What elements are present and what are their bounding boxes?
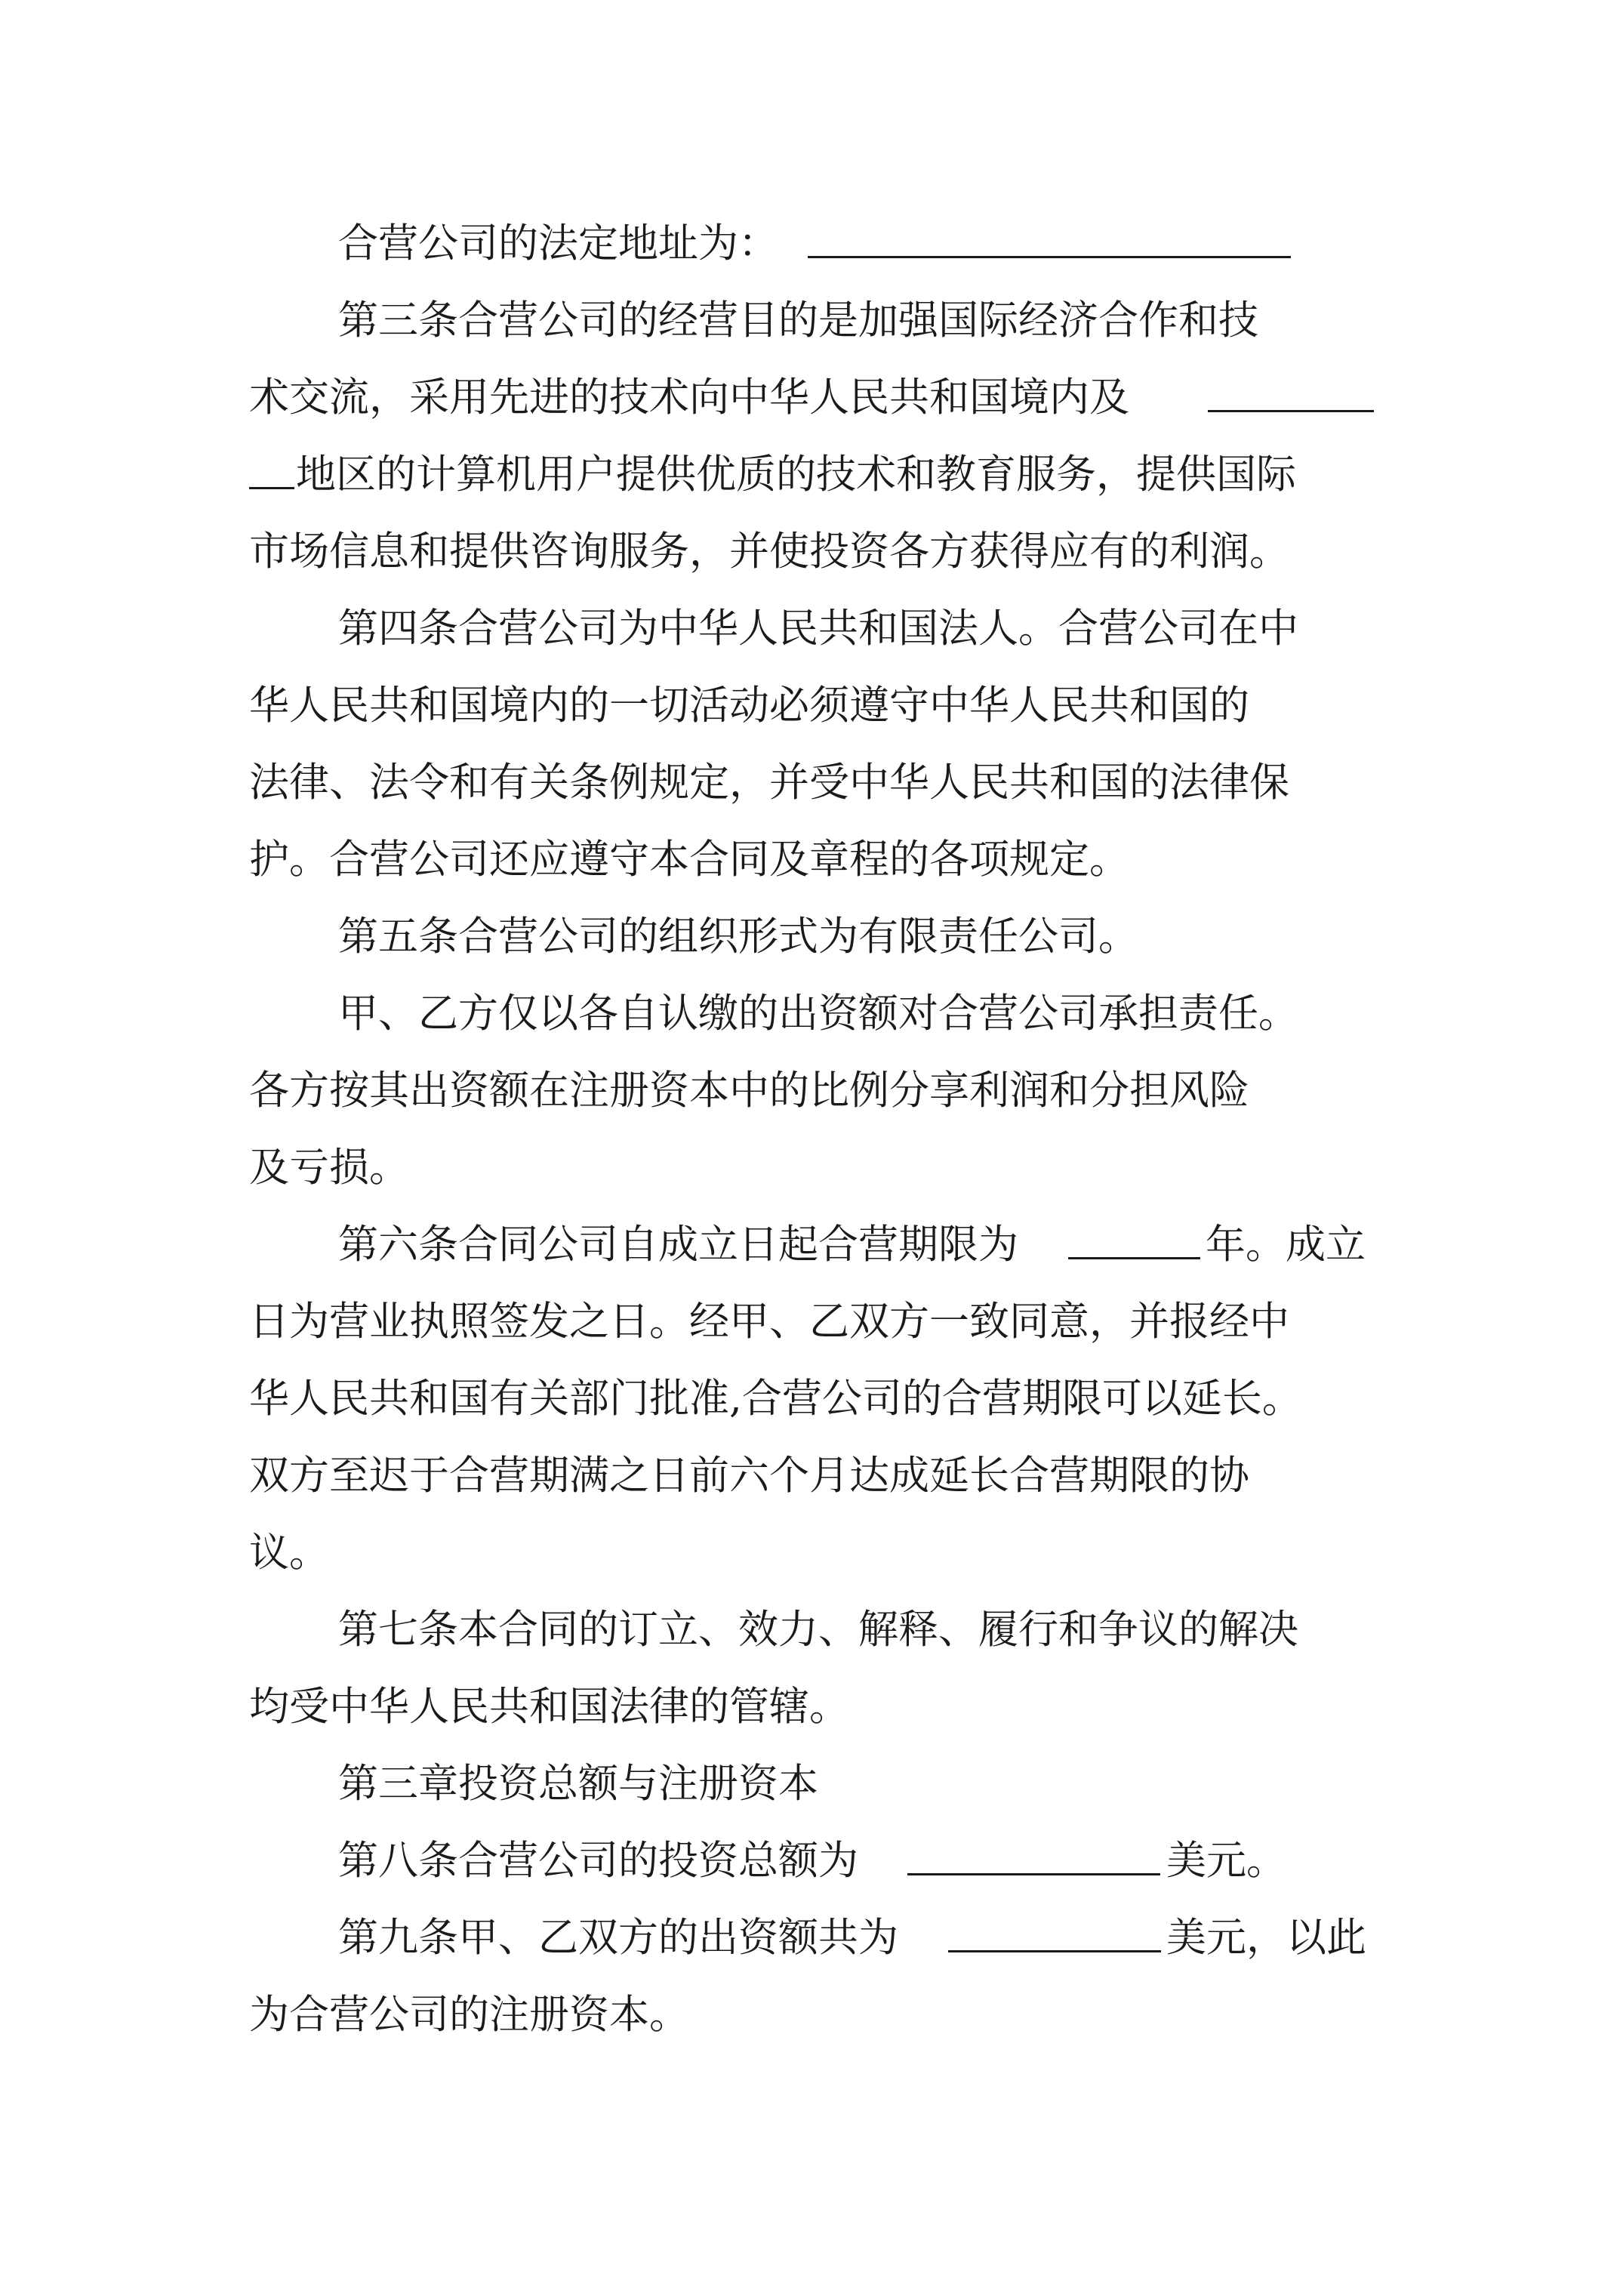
region-blank-2	[249, 487, 294, 489]
article-6-text-1b: 年。成立	[1206, 1222, 1366, 1268]
article-7-text-1: 第七条本合同的订立、效力、解释、履行和争议的解决	[338, 1607, 1298, 1653]
article-8-text-1a: 第八条合营公司的投资总额为	[338, 1838, 858, 1884]
article-4-text-4: 护。合营公司还应遵守本合同及章程的各项规定。	[249, 837, 1129, 883]
article-7-text-2: 均受中华人民共和国法律的管辖。	[249, 1684, 849, 1730]
article-4-text-2: 华人民共和国境内的一切活动必须遵守中华人民共和国的	[249, 683, 1249, 729]
article-6-text-3: 华人民共和国有关部门批准,合营公司的合营期限可以延长。	[249, 1376, 1302, 1422]
address-label: 合营公司的法定地址为：	[338, 220, 778, 267]
article-4-text-1: 第四条合营公司为中华人民共和国法人。合营公司在中	[338, 606, 1298, 652]
article-8-text-1b: 美元。	[1166, 1838, 1286, 1884]
article-5-text-1: 第五条合营公司的组织形式为有限责任公司。	[338, 914, 1138, 960]
article-3-text-1: 第三条合营公司的经营目的是加强国际经济合作和技	[338, 297, 1258, 344]
article-6-text-5: 议。	[249, 1530, 329, 1576]
article-3-text-2: 术交流，采用先进的技术向中华人民共和国境内及	[249, 374, 1129, 421]
article-9-text-1a: 第九条甲、乙双方的出资额共为	[338, 1915, 898, 1961]
article-6-text-2: 日为营业执照签发之日。经甲、乙双方一致同意，并报经中	[249, 1299, 1289, 1345]
term-years-blank	[1068, 1257, 1200, 1259]
article-6-text-4: 双方至迟于合营期满之日前六个月达成延长合营期限的协	[249, 1453, 1249, 1499]
article-3-text-3: 地区的计算机用户提供优质的技术和教育服务，提供国际	[296, 451, 1296, 498]
address-blank	[808, 256, 1291, 258]
article-6-text-1a: 第六条合同公司自成立日起合营期限为	[338, 1222, 1018, 1268]
article-9-text-1b: 美元，以此	[1166, 1915, 1366, 1961]
liability-text-1: 甲、乙方仅以各自认缴的出资额对合营公司承担责任。	[338, 991, 1298, 1037]
liability-text-3: 及亏损。	[249, 1145, 409, 1191]
region-blank-1	[1208, 410, 1374, 412]
article-3-text-4: 市场信息和提供咨询服务，并使投资各方获得应有的利润。	[249, 529, 1289, 575]
contribution-blank	[948, 1950, 1161, 1952]
chapter-3-title: 第三章投资总额与注册资本	[338, 1761, 818, 1807]
article-4-text-3: 法律、法令和有关条例规定，并受中华人民共和国的法律保	[249, 760, 1289, 806]
liability-text-2: 各方按其出资额在注册资本中的比例分享利润和分担风险	[249, 1068, 1249, 1114]
article-9-text-2: 为合营公司的注册资本。	[249, 1992, 689, 2038]
total-investment-blank	[907, 1873, 1160, 1875]
